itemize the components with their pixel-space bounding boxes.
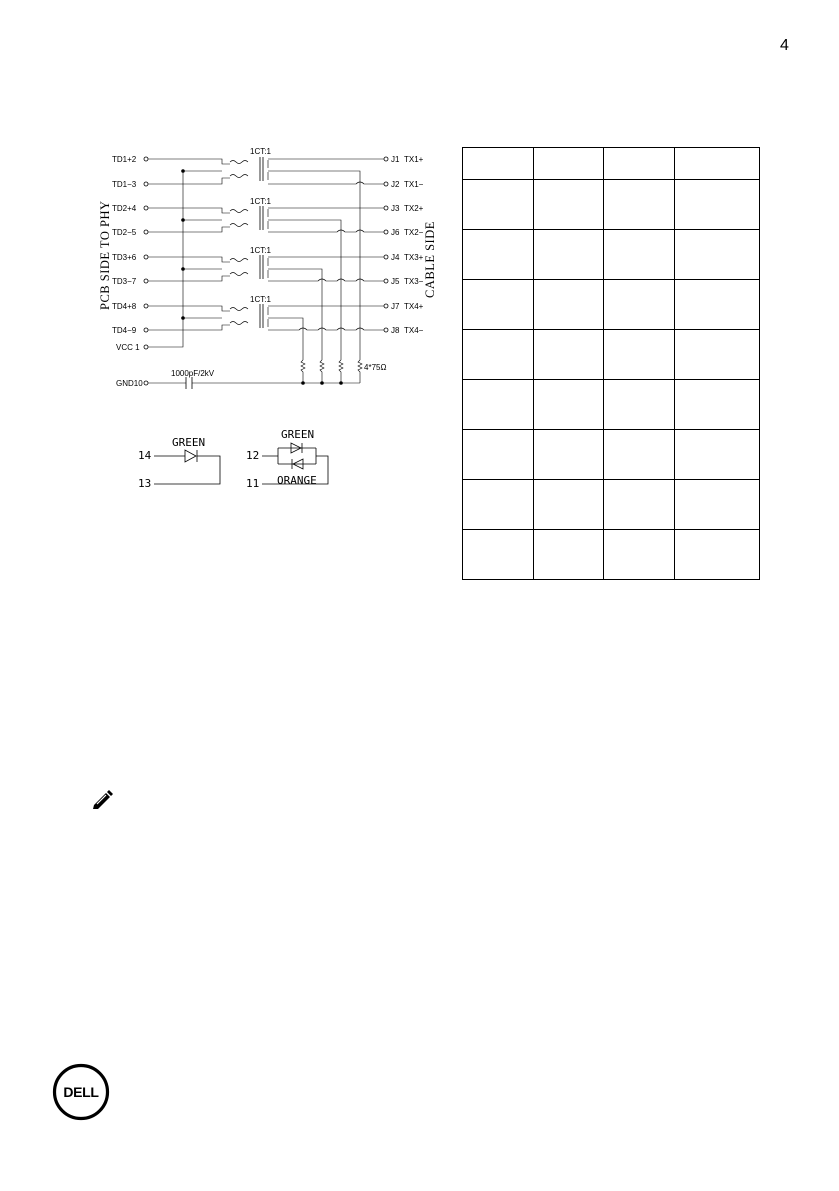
signal-label-tx2n: TX2− [404,228,424,237]
table-cell [463,330,534,380]
cable-side-label: CABLE SIDE [423,221,437,298]
pin-label-td1p: TD1+2 [112,155,137,164]
table-cell [675,380,760,430]
signal-label-tx3n: TX3− [404,277,424,286]
transformer-label-3: 1CT:1 [250,246,271,255]
led-bicolor-green-label: GREEN [281,428,315,441]
table-cell [604,380,675,430]
table-cell [463,230,534,280]
pin-label-j3: J3 [391,204,400,213]
table-cell [534,180,604,230]
table-cell [604,280,675,330]
table-row [463,230,760,280]
led-pin-13: 13 [138,477,152,490]
led-bicolor [246,428,328,490]
pencil-note-icon [92,789,114,809]
table-cell [675,330,760,380]
table-cell [534,380,604,430]
pin-label-j1: J1 [391,155,400,164]
pin-label-j2: J2 [391,180,400,189]
table-cell [604,330,675,380]
table-row [463,280,760,330]
table-cell [463,180,534,230]
table-cell [463,280,534,330]
table-cell [604,480,675,530]
transformer-label-1: 1CT:1 [250,147,271,156]
pin-label-j4: J4 [391,253,400,262]
table-cell [675,280,760,330]
capacitor-label: 1000pF/2kV [171,369,215,378]
table-cell [534,330,604,380]
table-cell [675,230,760,280]
pin-label-td1n: TD1−3 [112,180,137,189]
table-cell [604,148,675,180]
dell-logo-text: DELL [63,1084,99,1100]
table-cell [463,380,534,430]
page-number: 4 [780,37,789,54]
pin-label-j8: J8 [391,326,400,335]
table-cell [534,530,604,580]
table-cell [675,530,760,580]
signal-label-tx2p: TX2+ [404,204,424,213]
table-cell [675,430,760,480]
signal-label-tx4p: TX4+ [404,302,424,311]
table-cell [534,280,604,330]
left-terminals [144,157,148,385]
pin-label-td2p: TD2+4 [112,204,137,213]
pin-label-td3p: TD3+6 [112,253,137,262]
right-terminals [384,157,388,332]
right-pin-labels [391,155,424,335]
table-cell [604,530,675,580]
pin-label-vcc: VCC 1 [116,343,140,352]
led-single-green [138,436,220,490]
table-header-row [463,148,760,180]
signal-label-tx1n: TX1− [404,180,424,189]
rj45-magnetics-schematic [0,0,460,500]
pin-label-j6: J6 [391,228,400,237]
table-cell [534,430,604,480]
table-cell [463,480,534,530]
led-pin-11: 11 [246,477,260,490]
left-pin-labels [112,155,143,388]
pin-label-td3n: TD3−7 [112,277,137,286]
table-row [463,480,760,530]
transformer-label-4: 1CT:1 [250,295,271,304]
schematic-wiring [144,157,388,389]
pin-assignment-table [462,147,760,580]
transformer-label-2: 1CT:1 [250,197,271,206]
pin-label-j7: J7 [391,302,400,311]
resistor-label: 4*75Ω [364,363,387,372]
led-bicolor-orange-label: ORANGE [277,474,317,487]
signal-label-tx1p: TX1+ [404,155,424,164]
table-row [463,380,760,430]
led-green-label: GREEN [172,436,206,449]
table-row [463,530,760,580]
table-row [463,330,760,380]
table-row [463,180,760,230]
table-cell [534,148,604,180]
table-cell [534,480,604,530]
table-cell [463,430,534,480]
table-row [463,430,760,480]
table-cell [604,230,675,280]
signal-label-tx4n: TX4− [404,326,424,335]
table-cell [675,148,760,180]
dell-logo [52,1063,110,1121]
pin-label-gnd: GND10 [116,379,143,388]
pin-label-j5: J5 [391,277,400,286]
table-cell [604,430,675,480]
table-cell [675,480,760,530]
table-cell [463,530,534,580]
pin-label-td4n: TD4−9 [112,326,137,335]
pin-label-td4p: TD4+8 [112,302,137,311]
led-pin-14: 14 [138,449,152,462]
table-cell [675,180,760,230]
pcb-side-label: PCB SIDE TO PHY [98,200,112,310]
led-pin-12: 12 [246,449,260,462]
pin-label-td2n: TD2−5 [112,228,137,237]
termination-resistors [301,360,362,383]
table-cell [463,148,534,180]
table-cell [534,230,604,280]
signal-label-tx3p: TX3+ [404,253,424,262]
table-cell [604,180,675,230]
